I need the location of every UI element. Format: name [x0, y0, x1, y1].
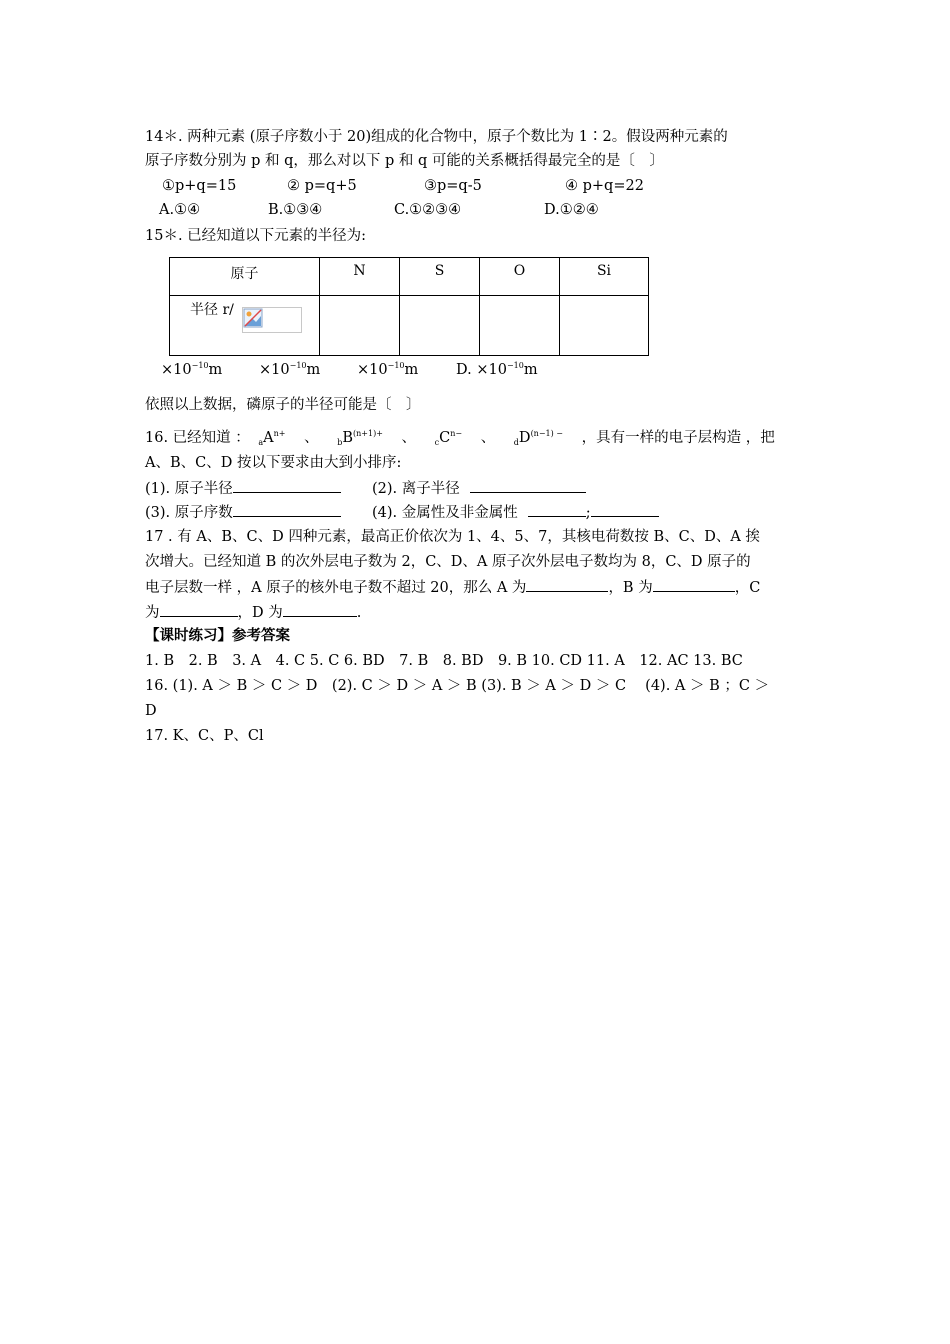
q16-line-2: A、B、C、D 按以下要求由大到小排序:	[145, 455, 402, 471]
radius-table-value-row	[170, 296, 649, 356]
value-s	[400, 296, 480, 356]
answer-blank[interactable]	[233, 478, 341, 493]
answer-blank[interactable]	[653, 577, 735, 592]
q16-part-2: (2). 离子半径	[372, 478, 586, 499]
value-si	[560, 296, 649, 356]
value-n	[320, 296, 400, 356]
answer-blank[interactable]	[528, 502, 586, 517]
q15-option-a: $\times 10^{-10}m$	[161, 361, 223, 378]
q17-line-1: 17 . 有 A、B、C、D 四种元素，最高正价依次为 1、4、5、7，其核电荷数按 B、C、D、A 挨	[145, 529, 760, 545]
q15-option-c: $\times 10^{-10}m$	[357, 361, 419, 378]
q14-choice-c: C.①②③④	[394, 202, 462, 218]
q14-choice-b: B.①③④	[268, 202, 323, 218]
q14-choice-a: A.①④	[159, 202, 201, 218]
q15-option-b: $\times 10^{-10}m$	[259, 361, 321, 378]
answer-blank[interactable]	[160, 602, 238, 617]
answer-blank[interactable]	[283, 602, 357, 617]
radius-label: 半径 r/	[190, 302, 234, 318]
q14-line-1: 14＊. 两种元素 (原子序数小于 20)组成的化合物中，原子个数比为 1∶2。假设两种元素的	[145, 129, 728, 145]
answer-blank[interactable]	[591, 502, 659, 517]
answers-heading: 【课时练习】参考答案	[145, 628, 290, 644]
q16-part-3: (3). 原子序数	[145, 502, 341, 523]
header-atom: 原子	[170, 258, 320, 296]
header-o: O	[480, 258, 560, 296]
answers-line-3: D	[145, 703, 157, 719]
q15-option-d: D. $\times 10^{-10}m$	[456, 361, 538, 378]
q16-part-4: (4). 金属性及非金属性 ;	[372, 502, 659, 523]
q14-choice-d: D.①②④	[544, 202, 599, 218]
q17-line-4: 为 ，D 为 .	[145, 602, 361, 623]
header-s: S	[400, 258, 480, 296]
answers-line-4: 17. K、C、P、Cl	[145, 728, 264, 744]
q14-option-1: ①p+q=15	[162, 178, 237, 194]
answer-blank[interactable]	[233, 502, 341, 517]
header-si: Si	[560, 258, 649, 296]
value-o	[480, 296, 560, 356]
q14-line-2: 原子序数分别为 p 和 q，那么对以下 p 和 q 可能的关系概括得最完全的是〔 〕	[145, 153, 664, 169]
answer-blank[interactable]	[526, 577, 608, 592]
q17-line-2: 次增大。已经知道 B 的次外层电子数为 2，C、D、A 原子次外层电子数均为 8，C、D 原子的	[145, 554, 751, 570]
q14-option-3: ③p=q-5	[424, 178, 482, 194]
answers-line-1: 1. B 2. B 3. A 4. C 5. C 6. BD 7. B 8. BD 9. B 10. CD 11. A 12. AC 13. BC	[145, 653, 743, 669]
answer-blank[interactable]	[470, 478, 586, 493]
broken-image-icon	[242, 307, 302, 333]
q14-option-4: ④ p+q=22	[565, 178, 644, 194]
q16-part-1: (1). 原子半径	[145, 478, 341, 499]
radius-label-cell	[170, 296, 320, 356]
answers-line-2: 16. (1). A ＞ B ＞ C ＞ D (2). C ＞ D ＞ A ＞ B (3). B ＞ A ＞ D ＞ C (4). A ＞ B ；C ＞	[145, 678, 770, 694]
radius-table	[169, 257, 649, 356]
q15-intro: 15＊. 已经知道以下元素的半径为:	[145, 228, 367, 244]
q16-line-1: 16. 已经知道 ： $_aA^{n+}$ 、 $_bB^{(n+1)+}$ 、 $_cC^{n-}$ 、 $_dD^{(n-1) -}$ ，具有一样的电子层构造 ，把	[145, 429, 775, 447]
q15-question: 依照以上数据，磷原子的半径可能是〔 〕	[145, 397, 421, 413]
header-n: N	[320, 258, 400, 296]
q14-option-2: ② p=q+5	[287, 178, 357, 194]
radius-table-header-row	[170, 258, 649, 296]
q17-line-3: 电子层数一样 ，A 原子的核外电子数不超过 20，那么 A 为 ，B 为 ，C	[145, 577, 760, 598]
